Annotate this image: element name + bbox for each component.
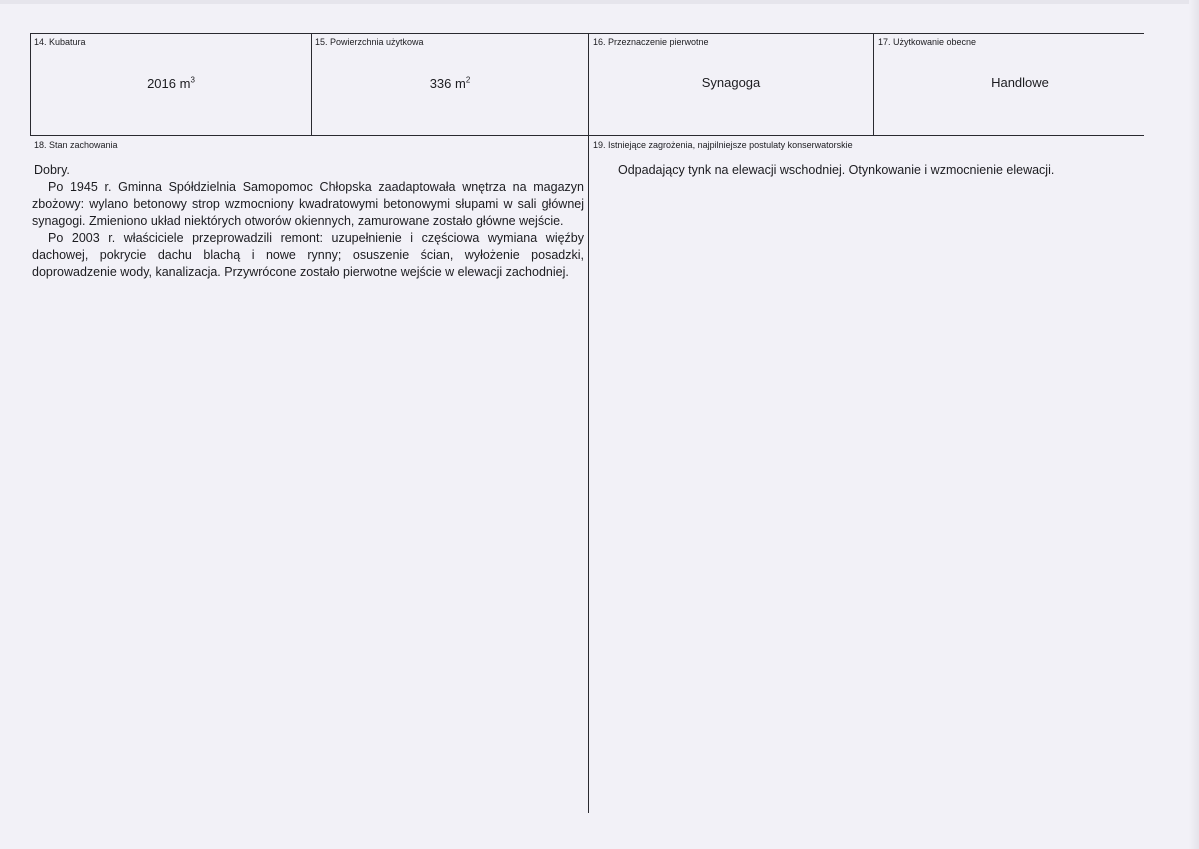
przeznaczenie-label: 16. Przeznaczenie pierwotne xyxy=(593,37,709,47)
stan-label: 18. Stan zachowania xyxy=(34,140,118,150)
kubatura-label: 14. Kubatura xyxy=(34,37,86,47)
zagrozenia-text: Odpadający tynk na elewacji wschodniej. Otynkowanie i wzmocnienie elewacji. xyxy=(618,163,1055,177)
zagrozenia-label: 19. Istniejące zagrożenia, najpilniejsze postulaty konserwatorskie xyxy=(593,140,853,150)
uzytkowanie-value: Handlowe xyxy=(991,75,1049,90)
kubatura-value: 2016 $m^3$ xyxy=(147,75,195,91)
powierzchnia-label: 15. Powierzchnia użytkowa xyxy=(315,37,424,47)
stan-text xyxy=(32,162,584,281)
row-divider xyxy=(30,135,1144,136)
powierzchnia-value: 336 $m^2$ xyxy=(429,75,471,91)
stan-paragraph: Dobry. xyxy=(34,163,70,177)
table-top-border xyxy=(30,33,1144,34)
przeznaczenie-value: Synagoga xyxy=(701,75,761,90)
col-divider-main xyxy=(588,33,589,813)
scan-edge-top xyxy=(0,0,1199,4)
stan-paragraph: Po 1945 r. Gminna Spółdzielnia Samopomoc Chłopska zaadaptowała wnętrza na magazyn zbożowy: wylano betonowy strop wzmocniony kwadratowymi betonowymi słupami w sali głównej synagogi. Zmieniono układ niektórych otworów okiennych, zamurowane zostało główne wejście. xyxy=(32,180,584,228)
scan-edge-right xyxy=(1189,0,1199,849)
uzytkowanie-label: 17. Użytkowanie obecne xyxy=(878,37,977,47)
stan-paragraph: Po 2003 r. właściciele przeprowadzili remont: uzupełnienie i częściowa wymiana więźby dachowej, pokrycie dachu blachą i nowe rynny; osuszenie ścian, wyłożenie posadzki, doprowadzenie wody, kanalizacja. Przywrócone zostało pierwotne wejście w elewacji zachodniej. xyxy=(32,231,584,279)
